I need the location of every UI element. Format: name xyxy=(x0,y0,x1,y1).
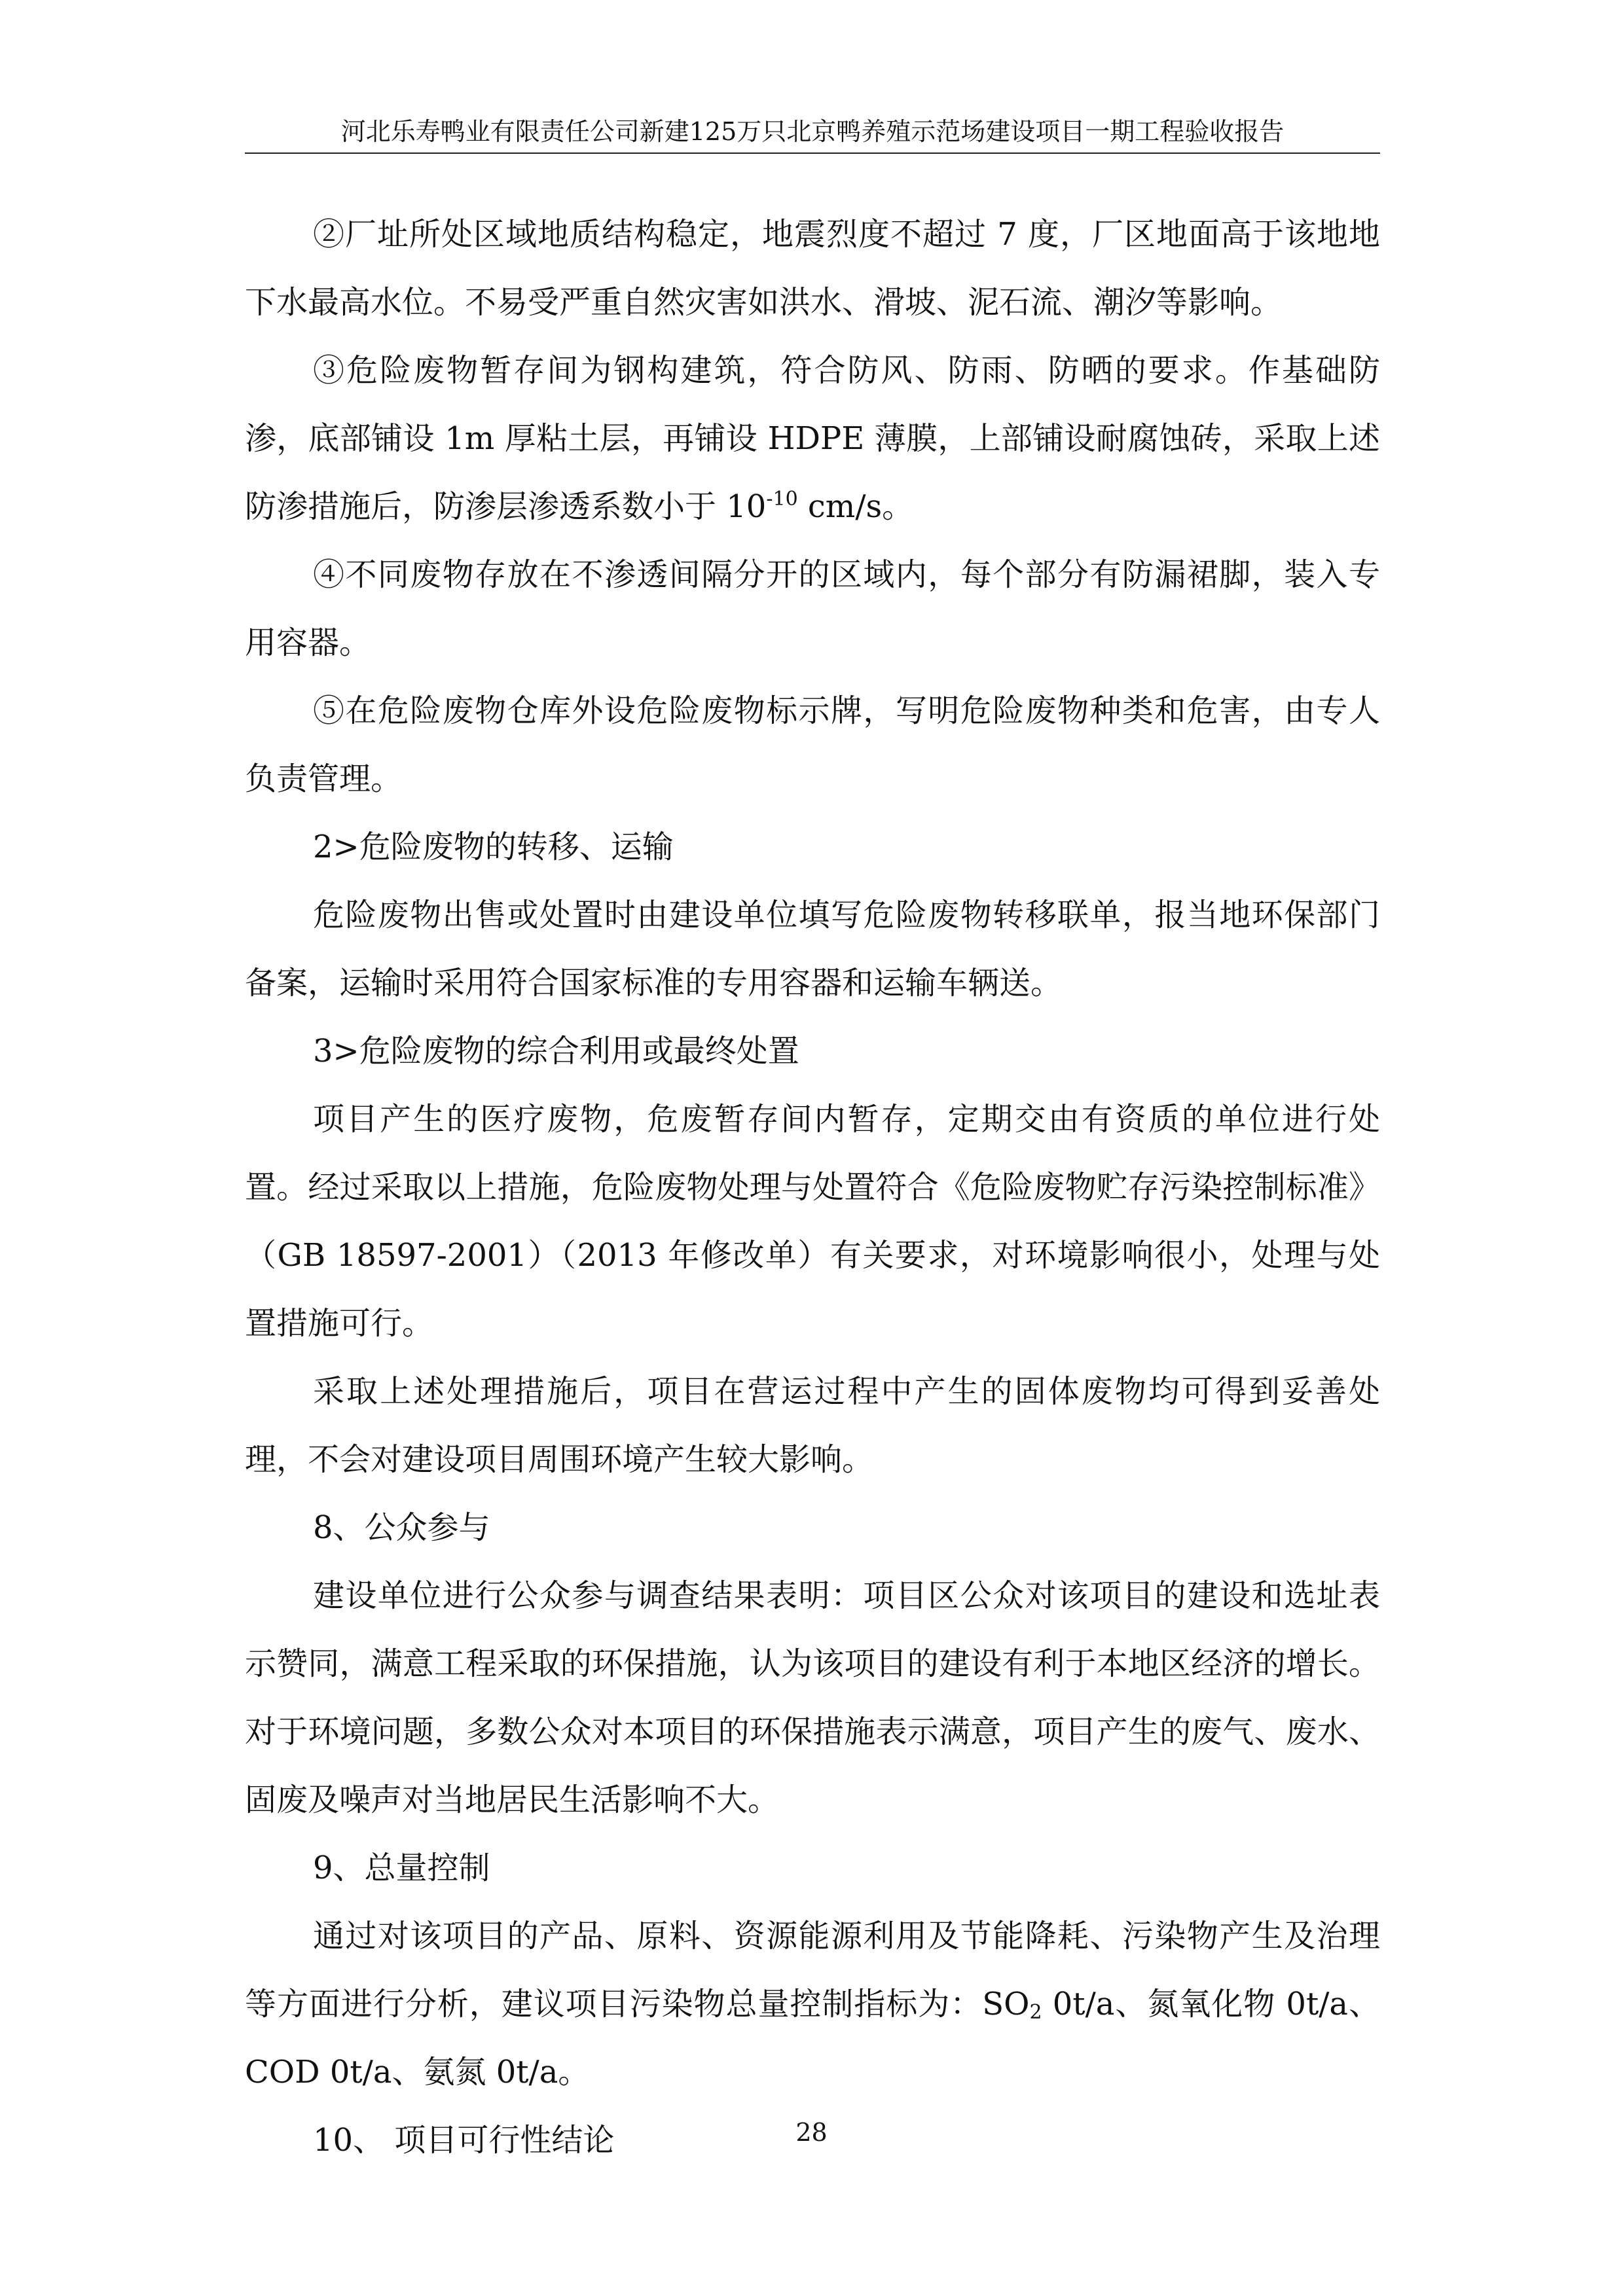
paragraph-total-control xyxy=(245,1902,1380,2106)
subheading-final-disposal: 3>危险废物的综合利用或最终处置 xyxy=(313,1033,799,1069)
document-body xyxy=(245,200,1380,2174)
subheading-transfer-transport: 2>危险废物的转移、运输 xyxy=(313,829,674,865)
so2-subscript: 2 xyxy=(1029,2001,1042,2024)
paragraph-site-geology: ②厂址所处区域地质结构稳定，地震烈度不超过 7 度，厂区地面高于该地地下水最高水位。不易受严重自然灾害如洪水、滑坡、泥石流、潮汐等影响。 xyxy=(245,216,1380,321)
paragraph-storage-text: ③危险废物暂存间为钢构建筑，符合防风、防雨、防晒的要求。作基础防渗，底部铺设 1m 厚粘土层，再铺设 HDPE 薄膜，上部铺设耐腐蚀砖，采取上述防渗措施后，防渗层渗透系数小于 10 xyxy=(245,352,1380,525)
paragraph-final-disposal: 项目产生的医疗废物，危废暂存间内暂存，定期交由有资质的单位进行处置。经过采取以上措施，危险废物处理与处置符合《危险废物贮存污染控制标准》（GB 18597-2001）（2013 年修改单）有关要求，对环境影响很小，处理与处置措施可行。 xyxy=(245,1101,1380,1342)
page-number: 28 xyxy=(795,2118,828,2147)
exponent-superscript: -10 xyxy=(766,488,798,511)
page-header-title: 河北乐寿鸭业有限责任公司新建125万只北京鸭养殖示范场建设项目一期工程验收报告 xyxy=(340,117,1285,146)
paragraph-signage: ⑤在危险废物仓库外设危险废物标示牌，写明危险废物种类和危害，由专人负责管理。 xyxy=(245,692,1380,797)
paragraph-storage-unit: cm/s。 xyxy=(797,488,914,525)
paragraph-transfer-transport: 危险废物出售或处置时由建设单位填写危险废物转移联单，报当地环保部门备案，运输时采用符合国家标准的专用容器和运输车辆送。 xyxy=(245,897,1380,1001)
paragraph-public-participation: 建设单位进行公众参与调查结果表明：项目区公众对该项目的建设和选址表示赞同，满意工程采取的环保措施，认为该项目的建设有利于本地区经济的增长。对于环境问题，多数公众对本项目的环保措施表示满意，项目产生的废气、废水、固废及噪声对当地居民生活影响不大。 xyxy=(245,1577,1380,1818)
paragraph-solid-waste-summary: 采取上述处理措施后，项目在营运过程中产生的固体废物均可得到妥善处理，不会对建设项目周围环境产生较大影响。 xyxy=(245,1373,1380,1478)
heading-feasibility-conclusion: 10、 项目可行性结论 xyxy=(313,2122,615,2159)
heading-total-control: 9、总量控制 xyxy=(313,1850,490,1886)
paragraph-total-control-text: 通过对该项目的产品、原料、资源能源利用及节能降耗、污染物产生及治理等方面进行分析，建议项目污染物总量控制指标为：SO xyxy=(245,1918,1380,2022)
paragraph-storage-building xyxy=(245,336,1380,541)
paragraph-separate-storage: ④不同废物存放在不渗透间隔分开的区域内，每个部分有防漏裙脚，装入专用容器。 xyxy=(245,556,1380,661)
paragraph-total-control-values: 0t/a、氮氧化物 0t/a、COD 0t/a、氨氮 0t/a。 xyxy=(245,1986,1380,2090)
header-divider xyxy=(245,152,1380,154)
heading-public-participation: 8、公众参与 xyxy=(313,1509,490,1546)
